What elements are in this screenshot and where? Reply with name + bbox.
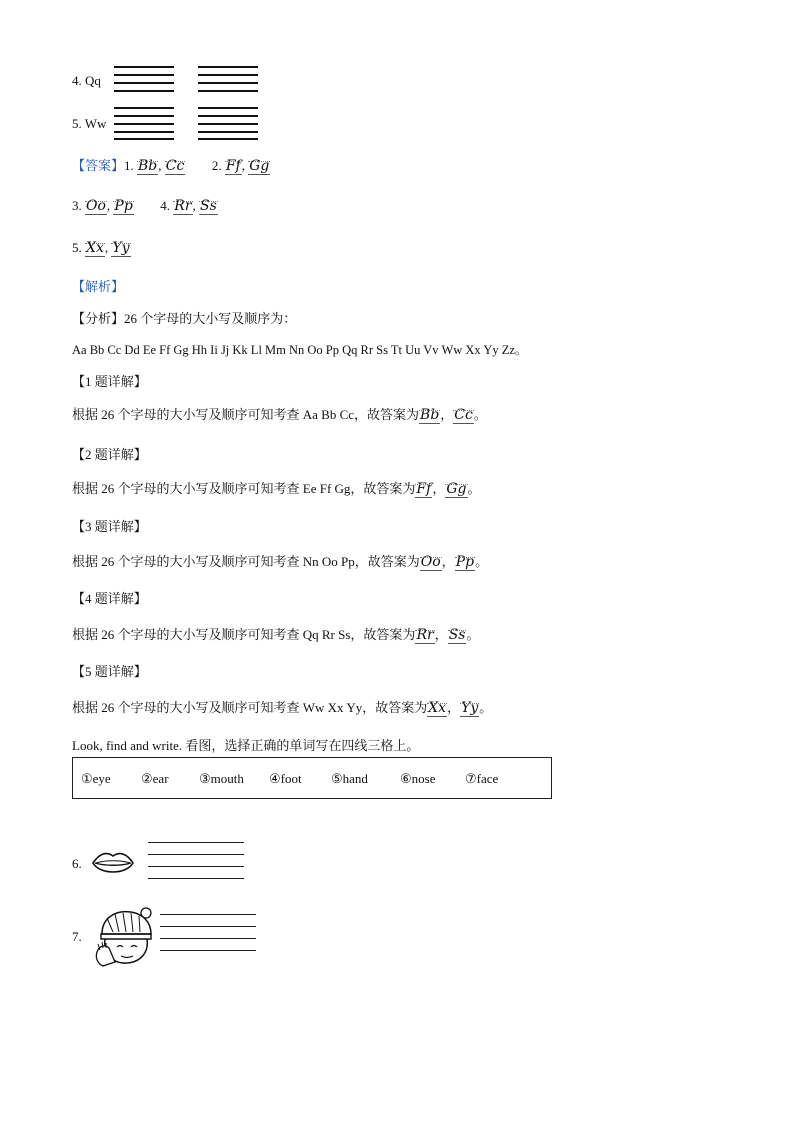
answer-2a: Ff	[225, 158, 241, 174]
answer-4b: Ss	[200, 198, 217, 214]
comma: ,	[192, 198, 196, 213]
analysis-intro: 【分析】26 个字母的大小写及顺序为：	[72, 311, 297, 326]
writing-grid-q-upper[interactable]	[114, 66, 174, 140]
writing-grid-7[interactable]	[160, 914, 256, 954]
word-option: ⑤hand	[331, 771, 368, 786]
detail-text-3	[72, 551, 488, 571]
answer-5b: Yy	[112, 240, 130, 256]
detail-text-4	[72, 624, 479, 644]
word-option: ①eye	[81, 771, 111, 786]
detail-sentence: 根据 26 个字母的大小写及顺序可知考查 Ww Xx Yy，故答案为	[72, 700, 428, 715]
detail-answer-a: Xx	[428, 700, 447, 716]
answer-3a: Oo	[86, 198, 106, 214]
answer-num-5: 5.	[72, 240, 82, 255]
word-option: ②ear	[141, 771, 169, 786]
word-option: ③mouth	[199, 771, 244, 786]
comma: ，	[434, 627, 448, 642]
detail-title-3: 【3 题详解】	[72, 519, 147, 534]
comma: ,	[104, 240, 109, 255]
answer-num-2: 2.	[211, 158, 222, 173]
answer-line-1	[72, 155, 270, 175]
comma: ，	[441, 554, 455, 569]
alphabet-line: Aa Bb Cc Dd Ee Ff Gg Hh Ii Jj Kk Ll Mm Nn Oo Pp Qq Rr Ss Tt Uu Vv Ww Xx Yy Zz。	[72, 343, 528, 357]
comma: ,	[106, 198, 111, 213]
period: 。	[475, 554, 489, 569]
word-option: ⑥nose	[400, 771, 436, 786]
period: 。	[466, 627, 480, 642]
detail-answer-b: Ss	[448, 627, 466, 643]
detail-title-2: 【2 题详解】	[72, 447, 147, 462]
answer-1a: Bb	[138, 158, 158, 174]
detail-answer-a: Rr	[416, 627, 434, 643]
analysis-heading: 【解析】	[72, 279, 125, 294]
comma: ，	[440, 407, 454, 422]
detail-answer-a: Oo	[420, 554, 441, 570]
period: 。	[467, 481, 481, 496]
answer-3b: Pp	[114, 198, 133, 214]
question-num-7: 7.	[72, 929, 82, 944]
detail-sentence: 根据 26 个字母的大小写及顺序可知考查 Ee Ff Gg，故答案为	[72, 481, 416, 496]
word-option: ⑦face	[465, 771, 499, 786]
word-bank	[72, 757, 552, 799]
answer-num-3: 3.	[72, 198, 82, 213]
comma: ,	[158, 158, 162, 173]
detail-answer-b: Yy	[461, 700, 479, 716]
detail-text-2	[72, 478, 481, 498]
question-num-6: 6.	[72, 856, 82, 871]
detail-title-1: 【1 题详解】	[72, 374, 147, 389]
detail-answer-b: Cc	[454, 407, 473, 423]
detail-sentence: 根据 26 个字母的大小写及顺序可知考查 Qq Rr Ss，故答案为	[72, 627, 416, 642]
row-label-5: 5. Ww	[72, 116, 107, 131]
answer-5a: Xx	[86, 240, 104, 256]
answer-num-1: 1.	[124, 158, 134, 173]
detail-answer-b: Pp	[455, 554, 475, 570]
word-option: ④foot	[269, 771, 302, 786]
detail-text-1	[72, 404, 487, 424]
section-instruction: Look, find and write. 看图，选择正确的单词写在四线三格上。	[72, 738, 420, 753]
comma: ，	[432, 481, 446, 496]
boy-face-icon	[93, 906, 155, 968]
period: 。	[473, 407, 487, 422]
writing-grid-6[interactable]	[148, 842, 244, 882]
answer-2b: Gg	[249, 158, 270, 174]
row-label-4: 4. Qq	[72, 73, 101, 88]
answer-1b: Cc	[165, 158, 185, 174]
detail-text-5	[72, 697, 492, 717]
period: 。	[479, 700, 493, 715]
lips-icon	[91, 846, 135, 880]
answer-4a: Rr	[174, 198, 192, 214]
detail-title-5: 【5 题详解】	[72, 664, 147, 679]
detail-answer-a: Ff	[416, 481, 432, 497]
answer-line-3	[72, 239, 131, 257]
writing-grid-q-lower[interactable]	[198, 66, 258, 140]
detail-answer-a: Bb	[420, 407, 440, 423]
answer-line-2	[72, 197, 218, 215]
detail-sentence: 根据 26 个字母的大小写及顺序可知考查 Nn Oo Pp，故答案为	[72, 554, 420, 569]
comma: ，	[447, 700, 461, 715]
answer-num-4: 4.	[160, 198, 171, 213]
comma: ,	[241, 158, 245, 173]
detail-sentence: 根据 26 个字母的大小写及顺序可知考查 Aa Bb Cc，故答案为	[72, 407, 420, 422]
answer-label: 【答案】	[72, 158, 125, 173]
detail-title-4: 【4 题详解】	[72, 591, 147, 606]
detail-answer-b: Gg	[446, 481, 467, 497]
